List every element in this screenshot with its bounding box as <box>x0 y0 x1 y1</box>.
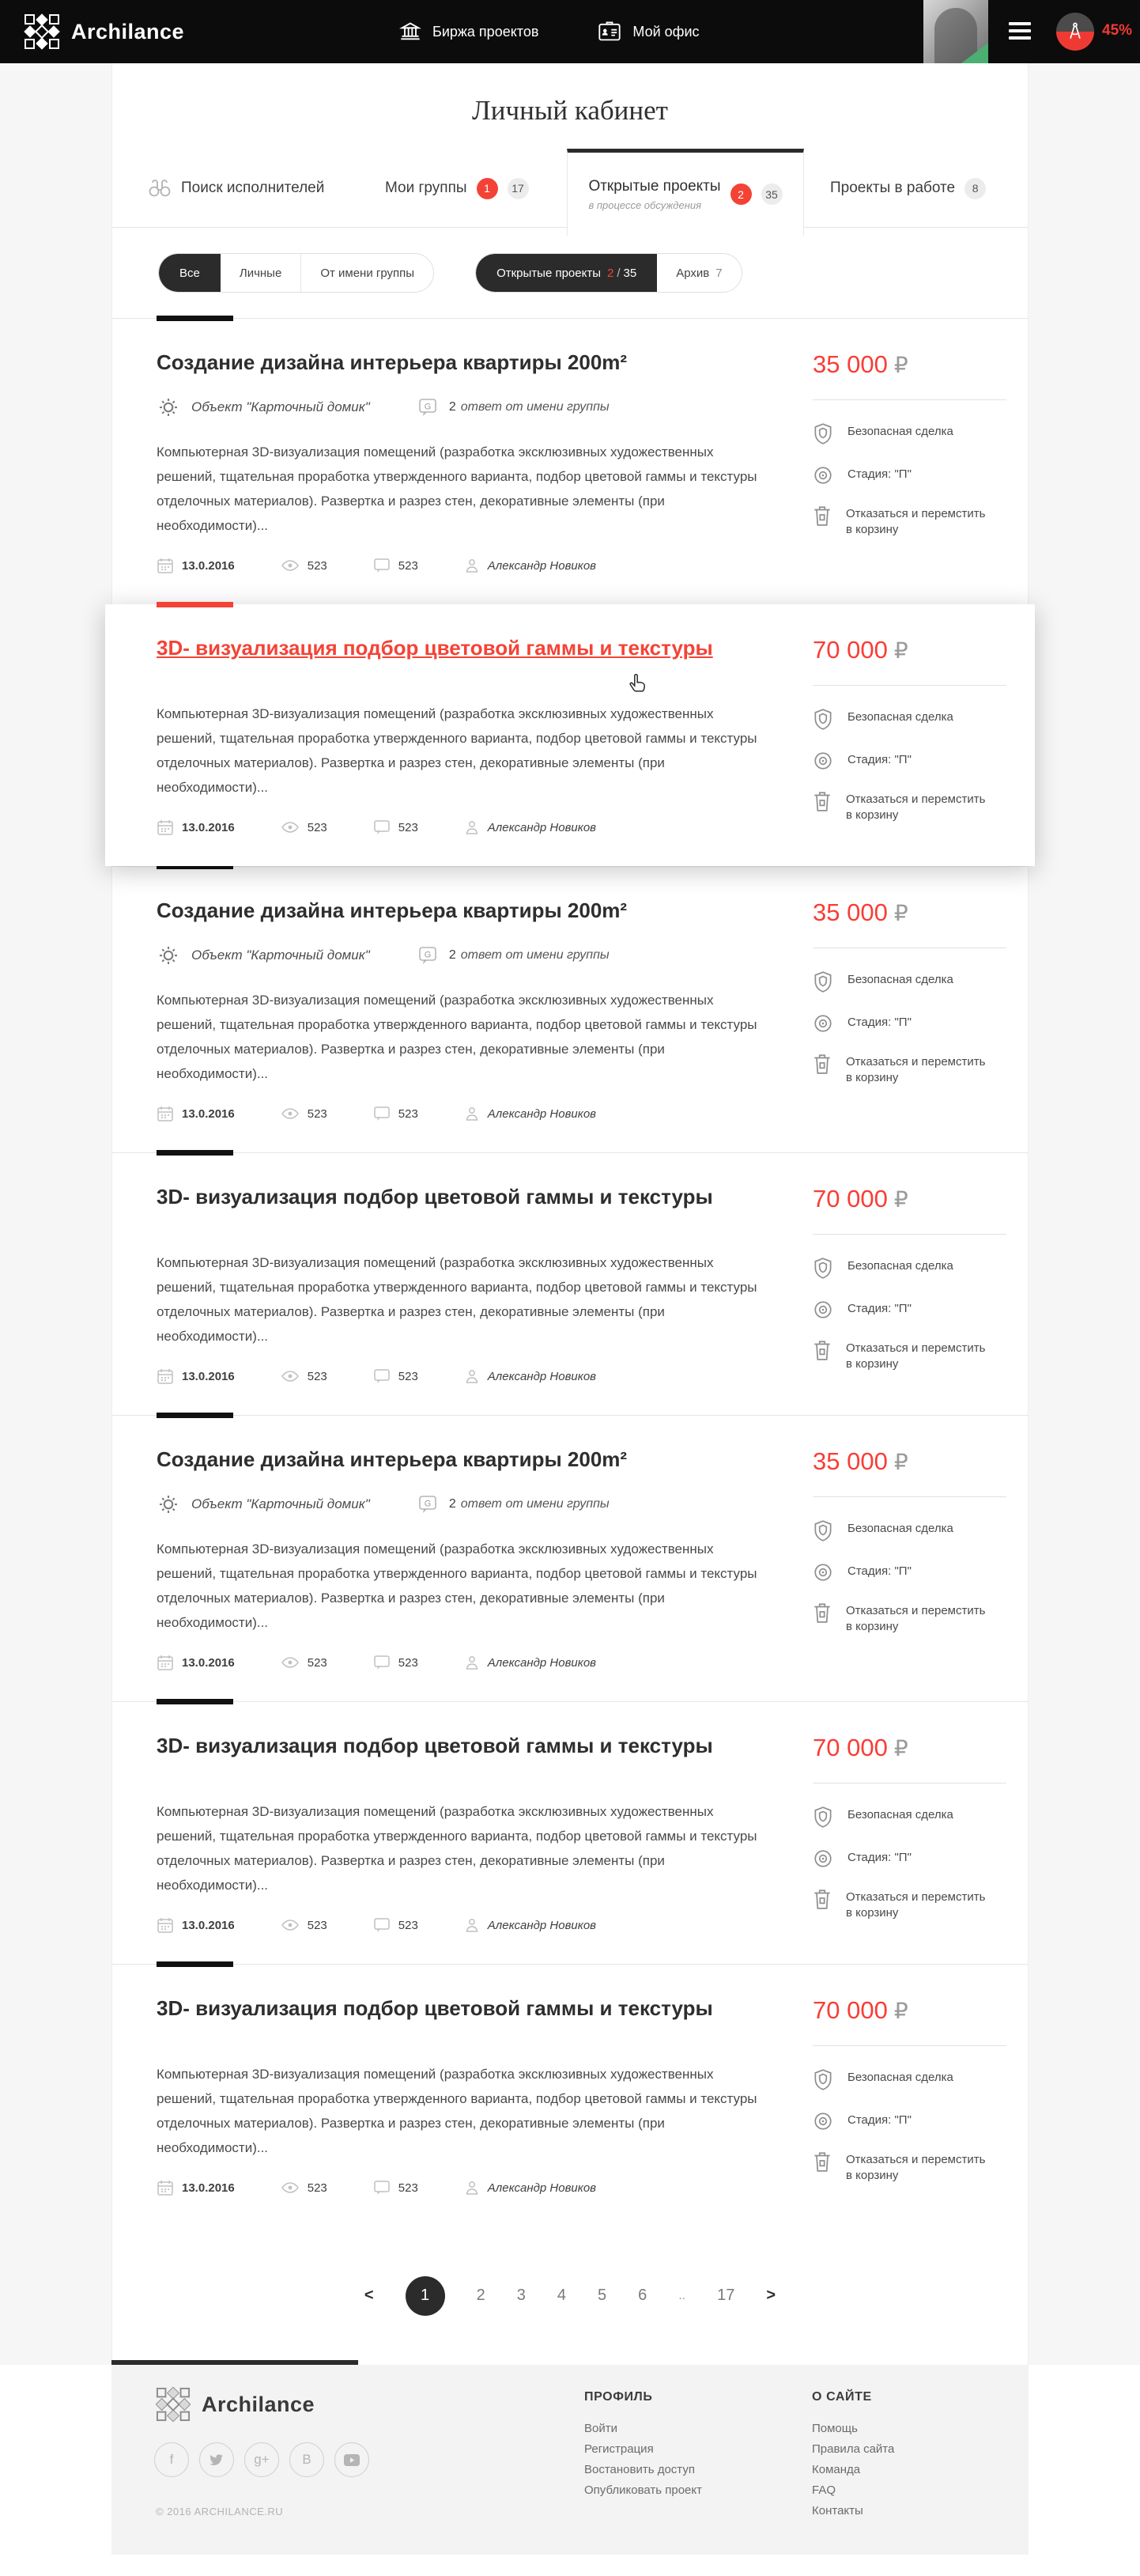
safe-deal-label: Безопасная сделка <box>847 1522 953 1535</box>
trash-icon <box>813 1053 832 1075</box>
safe-deal-row <box>813 422 1018 446</box>
page-title: Личный кабинет <box>472 95 668 126</box>
ruble-sign: ₽ <box>893 1187 908 1212</box>
card-price: 35 000 ₽ <box>813 350 908 378</box>
discard-label: Отказаться и перемстить в корзину <box>846 507 986 536</box>
project-title-link[interactable]: Создание дизайна интерьера квартиры 200m² <box>157 898 628 922</box>
project-title-link[interactable]: 3D- визуализация подбор цветовой гаммы и текстуры <box>157 1734 713 1757</box>
brand-name: Archilance <box>71 19 185 44</box>
status-filter-group <box>475 253 742 293</box>
stage-row <box>813 1562 1018 1583</box>
card-price: 35 000 ₽ <box>813 1447 908 1475</box>
comments-icon <box>373 819 391 835</box>
comments-icon <box>373 1106 391 1122</box>
bank-icon <box>399 21 421 43</box>
author-person-icon <box>464 1106 480 1122</box>
top-navigation-bar <box>0 0 1140 63</box>
ownership-filter-group <box>158 253 434 293</box>
id-card-icon <box>598 21 621 43</box>
ruble-sign: ₽ <box>893 1736 908 1761</box>
comments-icon <box>373 1917 391 1933</box>
author-person-icon <box>464 2180 480 2196</box>
ruble-sign: ₽ <box>893 1999 908 2023</box>
filter-archive-count: 7 <box>715 266 723 280</box>
trash-icon <box>813 790 832 812</box>
card-description: Компьютерная 3D-визуализация помещений (разработка эксклюзивных художественных решений, тщательная проработка утвержденного варианта, подбор цветовой гаммы и текстуры отделочных материалов). Развертка и разрез стен, декоративные элементы (при необходимости)... <box>157 444 757 533</box>
card-price: 35 000 ₽ <box>813 898 908 926</box>
safe-deal-row <box>813 1519 1018 1543</box>
shield-icon <box>813 1519 833 1543</box>
card-date: 13.0.2016 <box>182 2181 235 2195</box>
footer-zone <box>0 2365 1140 2576</box>
calendar-icon <box>157 1916 174 1934</box>
archilance-footer-logo-icon <box>156 2387 191 2422</box>
shield-icon <box>813 1806 833 1829</box>
stage-label: Стадия: "П" <box>847 1851 912 1864</box>
project-card <box>112 1701 1028 1964</box>
filter-open-count: 2 <box>606 266 614 280</box>
ruble-sign: ₽ <box>893 638 908 663</box>
card-object-label: Объект "Карточный домик" <box>191 948 370 963</box>
card-footer-meta <box>157 1105 767 1122</box>
target-icon <box>813 2111 833 2132</box>
calendar-icon <box>157 1654 174 1671</box>
shield-icon <box>813 422 833 446</box>
price-divider <box>813 2045 1006 2046</box>
card-views-count: 523 <box>307 558 327 573</box>
views-eye-icon <box>281 820 300 834</box>
card-author[interactable]: Александр Новиков <box>487 1369 597 1383</box>
binoculars-icon <box>148 178 172 199</box>
card-right-column <box>813 1996 1018 2203</box>
trash-icon <box>813 505 832 527</box>
price-divider <box>813 399 1006 400</box>
author-person-icon <box>464 819 480 835</box>
card-description: Компьютерная 3D-визуализация помещений (разработка эксклюзивных художественных решений, тщательная проработка утвержденного варианта, подбор цветовой гаммы и текстуры отделочных материалов). Развертка и разрез стен, декоративные элементы (при необходимости)... <box>157 993 757 1081</box>
nav-project-exchange[interactable] <box>399 21 538 43</box>
profile-progress-value: 45% <box>1102 22 1133 39</box>
footer-profile-column <box>584 2390 702 2504</box>
footer-about-link[interactable]: Контакты <box>812 2504 863 2517</box>
discard-label: Отказаться и перемстить в корзину <box>846 1890 986 1920</box>
author-person-icon <box>464 1917 480 1933</box>
pagination-page-17[interactable]: 17 <box>717 2287 735 2304</box>
main-background <box>0 63 1140 2365</box>
project-card <box>112 866 1028 1152</box>
calendar-icon <box>157 2179 174 2196</box>
project-title-link[interactable]: Создание дизайна интерьера квартиры 200m² <box>157 1447 628 1471</box>
author-person-icon <box>464 1368 480 1384</box>
target-icon <box>813 465 833 486</box>
footer-profile-link[interactable]: Войти <box>584 2422 617 2435</box>
card-comments-count: 523 <box>398 1106 418 1121</box>
svg-text:G: G <box>424 1499 432 1509</box>
project-card <box>112 1964 1028 2226</box>
card-footer-meta <box>157 819 767 836</box>
pagination-page-1[interactable]: 1 <box>406 2276 445 2316</box>
filters-bar <box>112 228 1028 318</box>
card-views-count: 523 <box>307 1918 327 1932</box>
project-title-link[interactable]: Создание дизайна интерьера квартиры 200m² <box>157 350 628 374</box>
discard-label: Отказаться и перемстить в корзину <box>846 792 986 822</box>
footer-profile-link[interactable]: Востановить доступ <box>584 2463 695 2476</box>
card-price: 70 000 ₽ <box>813 1734 908 1761</box>
footer-about-link[interactable]: Команда <box>812 2463 861 2476</box>
views-eye-icon <box>281 1106 300 1121</box>
my-groups-new-badge: 1 <box>477 178 498 199</box>
drafting-compass-icon <box>1065 21 1085 42</box>
views-eye-icon <box>281 1655 300 1670</box>
gear-icon <box>157 944 180 967</box>
footer-about-link[interactable]: FAQ <box>812 2483 836 2497</box>
tab-open-projects-sublabel: в процессе обсуждения <box>588 199 702 211</box>
nav-my-office[interactable] <box>598 21 699 43</box>
views-eye-icon <box>281 1918 300 1932</box>
card-footer-meta <box>157 1916 767 1934</box>
copyright-text: © 2016 ARCHILANCE.RU <box>156 2506 284 2517</box>
card-author[interactable]: Александр Новиков <box>487 820 597 834</box>
safe-deal-label: Безопасная сделка <box>847 1808 953 1821</box>
card-description: Компьютерная 3D-визуализация помещений (разработка эксклюзивных художественных решений, тщательная проработка утвержденного варианта, подбор цветовой гаммы и текстуры отделочных материалов). Развертка и разрез стен, декоративные элементы (при необходимости)... <box>157 1541 757 1630</box>
card-views-count: 523 <box>307 2181 327 2195</box>
card-price: 70 000 ₽ <box>813 636 908 664</box>
gear-icon <box>157 1492 180 1516</box>
shield-icon <box>813 970 833 994</box>
pagination-pages <box>406 2276 735 2316</box>
card-object-label: Объект "Карточный домик" <box>191 399 370 414</box>
card-meta-row <box>157 944 767 967</box>
footer-about-link[interactable]: Помощь <box>812 2422 858 2435</box>
safe-deal-row <box>813 708 1018 732</box>
card-accent-bar <box>157 1150 233 1156</box>
discard-action[interactable] <box>813 1053 1018 1086</box>
brand-logo[interactable] <box>24 13 184 50</box>
card-description: Компьютерная 3D-визуализация помещений (разработка эксклюзивных художественных решений, тщательная проработка утвержденного варианта, подбор цветовой гаммы и текстуры отделочных материалов). Развертка и разрез стен, декоративные элементы (при необходимости)... <box>157 2067 757 2155</box>
price-divider <box>813 1783 1006 1784</box>
filter-open-total: 35 <box>623 266 637 280</box>
card-footer-meta <box>157 2179 767 2196</box>
comments-icon <box>373 2180 391 2196</box>
safe-deal-label: Безопасная сделка <box>847 710 953 724</box>
tab-search-executors[interactable] <box>148 149 324 228</box>
content-sheet <box>111 63 1029 2365</box>
stage-row <box>813 1848 1018 1869</box>
group-comment-icon <box>417 945 438 966</box>
card-description: Компьютерная 3D-визуализация помещений (разработка эксклюзивных художественных решений, тщательная проработка утвержденного варианта, подбор цветовой гаммы и текстуры отделочных материалов). Развертка и разрез стен, декоративные элементы (при необходимости)... <box>157 1804 757 1893</box>
pagination-page-2[interactable]: 2 <box>476 2287 485 2304</box>
project-title-link[interactable]: 3D- визуализация подбор цветовой гаммы и текстуры <box>157 636 713 660</box>
stage-label: Стадия: "П" <box>847 1016 912 1029</box>
pagination-prev-arrow[interactable]: < <box>364 2287 374 2304</box>
card-author[interactable]: Александр Новиков <box>487 558 597 573</box>
target-icon <box>813 1848 833 1869</box>
gear-icon <box>157 395 180 419</box>
card-author[interactable]: Александр Новиков <box>487 1918 597 1932</box>
price-divider <box>813 1234 1006 1235</box>
target-icon <box>813 1562 833 1583</box>
top-nav <box>399 21 700 43</box>
card-right-column <box>813 350 1018 557</box>
card-right-column <box>813 898 1018 1105</box>
author-person-icon <box>464 1655 480 1670</box>
tab-open-projects-label: Открытые проекты <box>588 177 721 195</box>
project-title-link[interactable]: 3D- визуализация подбор цветовой гаммы и текстуры <box>157 1996 713 2020</box>
trash-icon <box>813 1888 832 1910</box>
filter-all[interactable]: Все <box>159 254 221 292</box>
target-icon <box>813 751 833 771</box>
stage-row <box>813 1299 1018 1320</box>
card-right-column <box>813 636 1018 842</box>
nav-project-exchange-label: Биржа проектов <box>432 23 539 40</box>
safe-deal-label: Безопасная сделка <box>847 2071 953 2084</box>
footer-about-link[interactable]: Правила сайта <box>812 2442 895 2456</box>
trash-icon <box>813 2150 832 2173</box>
pagination-page-5[interactable]: 5 <box>597 2287 607 2304</box>
discard-action[interactable] <box>813 1888 1018 1921</box>
safe-deal-row <box>813 1257 1018 1280</box>
views-eye-icon <box>281 1369 300 1383</box>
tab-open-projects[interactable] <box>567 149 804 236</box>
safe-deal-row <box>813 970 1018 994</box>
card-date: 13.0.2016 <box>182 1655 235 1670</box>
filter-open-separator: / <box>617 266 621 280</box>
stage-row <box>813 1013 1018 1034</box>
group-comment-icon <box>417 397 438 418</box>
safe-deal-label: Безопасная сделка <box>847 973 953 986</box>
comments-icon <box>373 1655 391 1670</box>
card-accent-bar <box>157 1961 233 1967</box>
open-projects-new-badge: 2 <box>730 183 752 205</box>
discard-action[interactable] <box>813 2150 1018 2184</box>
filter-archive-label: Архив <box>676 266 710 280</box>
card-views-count: 523 <box>307 1369 327 1383</box>
target-icon <box>813 1013 833 1034</box>
card-comments-count: 523 <box>398 2181 418 2195</box>
discard-label: Отказаться и перемстить в корзину <box>846 2153 986 2182</box>
pagination-page-4[interactable]: 4 <box>557 2287 566 2304</box>
footer-profile-link[interactable]: Регистрация <box>584 2442 654 2456</box>
card-replies[interactable]: 2 ответ от имени группы <box>448 400 610 414</box>
discard-label: Отказаться и перемстить в корзину <box>846 1604 986 1633</box>
trash-icon <box>813 1339 832 1361</box>
card-views-count: 523 <box>307 1655 327 1670</box>
vkontakte-icon[interactable]: В <box>289 2442 324 2477</box>
filter-open-projects[interactable] <box>476 254 657 292</box>
shield-icon <box>813 708 833 732</box>
price-divider <box>813 1496 1006 1497</box>
card-date: 13.0.2016 <box>182 820 235 834</box>
card-author[interactable]: Александр Новиков <box>487 1106 597 1121</box>
footer-profile-title: ПРОФИЛЬ <box>584 2390 653 2404</box>
tab-search-executors-label: Поиск исполнителей <box>181 180 325 196</box>
card-views-count: 523 <box>307 820 327 834</box>
pagination <box>112 2226 1028 2365</box>
comments-icon <box>373 1368 391 1384</box>
avatar-status-wedge <box>961 43 988 63</box>
card-footer-meta <box>157 1367 767 1385</box>
card-accent-bar <box>157 316 233 321</box>
ruble-sign: ₽ <box>893 353 908 377</box>
calendar-icon <box>157 557 174 574</box>
project-title-link[interactable]: 3D- визуализация подбор цветовой гаммы и текстуры <box>157 1185 713 1209</box>
tab-my-groups[interactable] <box>385 149 529 228</box>
calendar-icon <box>157 1105 174 1122</box>
pagination-page-3[interactable]: 3 <box>516 2287 526 2304</box>
author-person-icon <box>464 558 480 573</box>
filter-open-projects-label: Открытые проекты <box>496 266 601 280</box>
footer-profile-link[interactable]: Опубликовать проект <box>584 2483 702 2497</box>
card-footer-meta <box>157 557 767 574</box>
pagination-page-6[interactable]: 6 <box>638 2287 647 2304</box>
stage-label: Стадия: "П" <box>847 467 912 481</box>
open-projects-total-badge: 35 <box>761 183 783 205</box>
footer <box>111 2365 1029 2555</box>
views-eye-icon <box>281 558 300 573</box>
footer-about-column <box>812 2390 894 2525</box>
filter-on-behalf[interactable]: От имени группы <box>320 266 415 280</box>
target-icon <box>813 1299 833 1320</box>
card-date: 13.0.2016 <box>182 1918 235 1932</box>
projects-in-work-badge: 8 <box>964 178 986 199</box>
twitter-icon[interactable] <box>199 2442 234 2477</box>
card-right-column <box>813 1734 1018 1940</box>
discard-action[interactable] <box>813 505 1018 538</box>
card-accent-bar <box>157 1413 233 1418</box>
social-links <box>154 2442 369 2477</box>
card-accent-bar <box>157 1699 233 1704</box>
footer-brand[interactable] <box>156 2387 315 2422</box>
footer-about-title: О САЙТЕ <box>812 2390 872 2404</box>
card-description: Компьютерная 3D-визуализация помещений (разработка эксклюзивных художественных решений, тщательная проработка утвержденного варианта, подбор цветовой гаммы и текстуры отделочных материалов). Развертка и разрез стен, декоративные элементы (при необходимости)... <box>157 706 757 795</box>
card-right-column <box>813 1447 1018 1654</box>
card-meta-row <box>157 395 767 419</box>
card-object-label: Объект "Карточный домик" <box>191 1496 370 1511</box>
project-card-list <box>112 318 1028 2226</box>
project-card <box>105 604 1035 866</box>
discard-action[interactable] <box>813 790 1018 823</box>
stage-label: Стадия: "П" <box>847 1564 912 1578</box>
svg-text:G: G <box>424 950 432 960</box>
facebook-icon[interactable]: f <box>154 2442 189 2477</box>
discard-action[interactable] <box>813 1602 1018 1635</box>
card-comments-count: 523 <box>398 1655 418 1670</box>
calendar-icon <box>157 819 174 836</box>
card-description: Компьютерная 3D-визуализация помещений (разработка эксклюзивных художественных решений, тщательная проработка утвержденного варианта, подбор цветовой гаммы и текстуры отделочных материалов). Развертка и разрез стен, декоративные элементы (при необходимости)... <box>157 1255 757 1344</box>
price-divider <box>813 685 1006 686</box>
project-card <box>112 1415 1028 1701</box>
nav-my-office-label: Мой офис <box>632 23 700 40</box>
card-author[interactable]: Александр Новиков <box>487 1655 597 1670</box>
stage-label: Стадия: "П" <box>847 2113 912 2127</box>
tab-projects-in-work[interactable] <box>830 149 986 228</box>
shield-icon <box>813 1257 833 1280</box>
trash-icon <box>813 1602 832 1624</box>
group-comment-icon <box>417 1494 438 1515</box>
my-groups-total-badge: 17 <box>508 178 529 199</box>
card-right-column <box>813 1185 1018 1391</box>
mouse-cursor-icon <box>627 672 647 696</box>
card-price: 70 000 ₽ <box>813 1996 908 2024</box>
stage-label: Стадия: "П" <box>847 753 912 766</box>
ruble-sign: ₽ <box>893 1450 908 1474</box>
tabs-bar <box>112 149 1028 228</box>
card-price: 70 000 ₽ <box>813 1185 908 1212</box>
profile-progress-badge[interactable] <box>1056 13 1094 51</box>
stage-row <box>813 465 1018 486</box>
ruble-sign: ₽ <box>893 901 908 925</box>
menu-hamburger-icon[interactable] <box>1009 22 1031 44</box>
archilance-logo-icon <box>24 13 60 50</box>
card-author[interactable]: Александр Новиков <box>487 2181 597 2195</box>
filter-archive[interactable] <box>657 254 741 292</box>
card-comments-count: 523 <box>398 558 418 573</box>
filter-personal[interactable]: Личные <box>221 254 301 292</box>
stage-row <box>813 2111 1018 2132</box>
pagination-next-arrow[interactable]: > <box>766 2287 776 2304</box>
shield-icon <box>813 2068 833 2092</box>
stage-label: Стадия: "П" <box>847 1302 912 1315</box>
calendar-icon <box>157 1367 174 1385</box>
discard-action[interactable] <box>813 1339 1018 1372</box>
card-accent-bar <box>157 602 233 607</box>
svg-text:G: G <box>424 402 432 412</box>
comments-icon <box>373 558 391 573</box>
card-replies[interactable]: 2 ответ от имени группы <box>448 948 610 962</box>
card-comments-count: 523 <box>398 1918 418 1932</box>
card-views-count: 523 <box>307 1106 327 1121</box>
stage-row <box>813 751 1018 771</box>
youtube-icon[interactable] <box>334 2442 369 2477</box>
google-plus-icon[interactable]: g+ <box>244 2442 279 2477</box>
safe-deal-label: Безопасная сделка <box>847 1259 953 1273</box>
tab-my-groups-label: Мои группы <box>385 180 467 196</box>
discard-label: Отказаться и перемстить в корзину <box>846 1055 986 1084</box>
card-meta-row <box>157 1492 767 1516</box>
card-date: 13.0.2016 <box>182 1106 235 1121</box>
discard-label: Отказаться и перемстить в корзину <box>846 1341 986 1371</box>
tab-projects-in-work-label: Проекты в работе <box>830 180 956 196</box>
project-card <box>112 318 1028 604</box>
card-date: 13.0.2016 <box>182 1369 235 1383</box>
card-comments-count: 523 <box>398 1369 418 1383</box>
safe-deal-label: Безопасная сделка <box>847 425 953 438</box>
card-comments-count: 523 <box>398 820 418 834</box>
views-eye-icon <box>281 2181 300 2195</box>
user-avatar[interactable] <box>923 0 988 63</box>
card-date: 13.0.2016 <box>182 558 235 573</box>
footer-brand-name: Archilance <box>202 2392 315 2416</box>
project-card <box>112 1152 1028 1415</box>
pagination-ellipsis: .. <box>678 2288 686 2302</box>
card-replies[interactable]: 2 ответ от имени группы <box>448 1497 610 1511</box>
safe-deal-row <box>813 1806 1018 1829</box>
card-footer-meta <box>157 1654 767 1671</box>
safe-deal-row <box>813 2068 1018 2092</box>
